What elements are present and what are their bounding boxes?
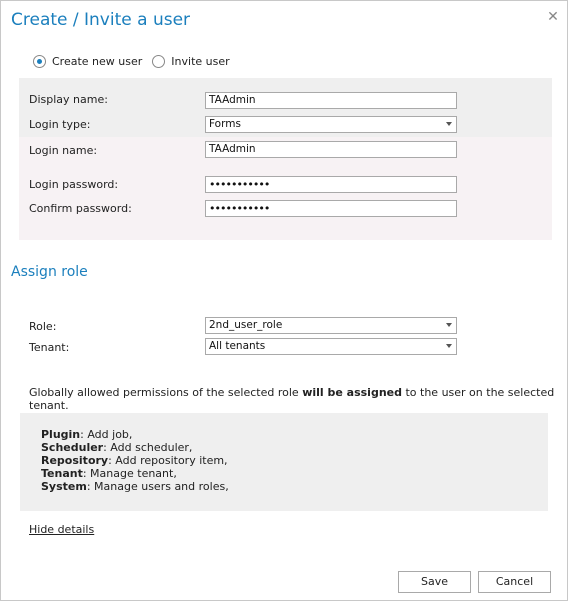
permission-value: : Add job, xyxy=(80,428,133,441)
permission-name: Repository xyxy=(41,454,109,467)
radio-invite-user-label[interactable]: Invite user xyxy=(171,55,230,68)
permission-name: Tenant xyxy=(41,467,83,480)
display-name-label: Display name: xyxy=(29,93,108,106)
role-value: 2nd_user_role xyxy=(209,319,283,331)
chevron-down-icon xyxy=(446,344,452,348)
permission-value: : Manage tenant, xyxy=(82,467,177,480)
login-type-value: Forms xyxy=(209,118,241,130)
login-password-label: Login password: xyxy=(29,178,119,191)
note-bold: will be assigned xyxy=(302,386,402,399)
login-name-field[interactable]: TAAdmin xyxy=(205,141,457,158)
dialog-title: Create / Invite a user xyxy=(11,10,191,30)
permission-item xyxy=(41,480,229,493)
permission-item xyxy=(41,467,177,480)
role-label: Role: xyxy=(29,320,57,333)
chevron-down-icon xyxy=(446,323,452,327)
login-type-label: Login type: xyxy=(29,118,91,131)
permission-value: : Add scheduler, xyxy=(103,441,193,454)
radio-invite-user[interactable] xyxy=(152,55,165,68)
radio-create-new-user[interactable] xyxy=(33,55,46,68)
permission-name: Plugin xyxy=(41,428,81,441)
permission-value: : Add repository item, xyxy=(108,454,228,467)
role-select[interactable] xyxy=(205,317,457,334)
close-icon[interactable]: ✕ xyxy=(547,9,559,25)
chevron-down-icon xyxy=(446,122,452,126)
role-assignment-note xyxy=(29,386,567,412)
mode-radio-group xyxy=(33,55,240,68)
permissions-panel xyxy=(20,413,548,511)
tenant-select[interactable] xyxy=(205,338,457,355)
confirm-password-label: Confirm password: xyxy=(29,202,132,215)
note-prefix: Globally allowed permissions of the selected role xyxy=(29,386,303,399)
tenant-value: All tenants xyxy=(209,340,266,352)
note-suffix: to the user on the selected tenant. xyxy=(29,386,555,412)
permission-name: Scheduler xyxy=(41,441,104,454)
hide-details-link[interactable]: Hide details xyxy=(29,523,95,536)
user-details-panel xyxy=(19,78,552,240)
cancel-button[interactable]: Cancel xyxy=(478,571,551,593)
confirm-password-field[interactable]: ••••••••••• xyxy=(205,200,457,217)
save-button[interactable]: Save xyxy=(398,571,471,593)
tenant-label: Tenant: xyxy=(29,341,70,354)
login-name-label: Login name: xyxy=(29,144,98,157)
radio-create-new-user-label[interactable]: Create new user xyxy=(52,55,143,68)
permission-name: System xyxy=(41,480,87,493)
login-type-select[interactable] xyxy=(205,116,457,133)
assign-role-heading: Assign role xyxy=(11,264,88,280)
permission-value: : Manage users and roles, xyxy=(86,480,229,493)
permission-item xyxy=(41,441,192,454)
permission-item xyxy=(41,454,228,467)
login-password-field[interactable]: ••••••••••• xyxy=(205,176,457,193)
display-name-field[interactable]: TAAdmin xyxy=(205,92,457,109)
permission-item xyxy=(41,428,132,441)
